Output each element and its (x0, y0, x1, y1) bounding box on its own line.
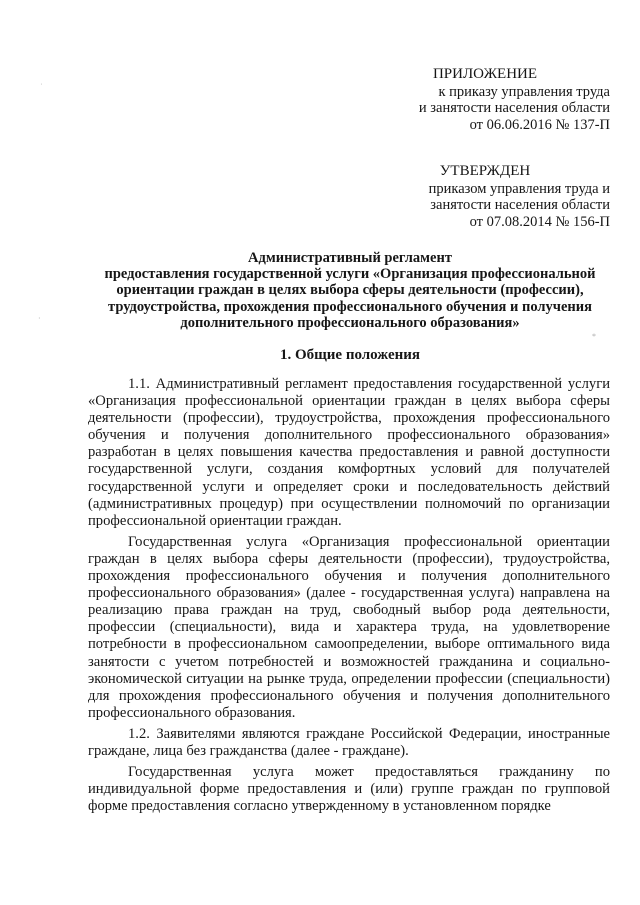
section-heading: 1. Общие положения (279, 347, 421, 363)
title-line: предоставления государственной услуги «Организация профессиональной (104, 266, 596, 283)
scan-speck: ˙ (40, 82, 43, 91)
body-paragraph: 1.2. Заявителями являются граждане Российской Федерации, иностранные граждане, лица без гражданства (далее - граждане). (88, 725, 610, 759)
title-line: ориентации граждан в целях выбора сферы деятельности (профессии), (116, 282, 584, 299)
approved-line: занятости населения области (430, 197, 610, 213)
body-paragraph: Государственная услуга «Организация профессиональной ориентации граждан в целях выбора сферы деятельности (профессии), трудоустройства, прохождения профессионального обучения и получения дополнительного профессионального образования» (далее - государственная услуга) направлена на реализацию права граждан на труд, свободный выбор рода деятельности, профессии (специальности), вида и характера труда, на удовлетворение потребности в профессиональном самоопределении, выборе оптимального вида занятости с учетом потребностей и возможностей гражданина и социально-экономической ситуации на рынке труда, определении профессии (специальности) для прохождения профессионального обучения и получения дополнительного профессионального образования. (88, 533, 610, 721)
title-line: Административный регламент (248, 250, 452, 266)
appendix-line: от 06.06.2016 № 137-П (469, 116, 610, 133)
approved-line: приказом управления труда и (428, 180, 610, 197)
scan-speck: · (38, 314, 41, 323)
approved-block (360, 163, 610, 230)
appendix-line: к приказу управления труда (438, 83, 610, 100)
appendix-block (360, 66, 610, 133)
appendix-line: и занятости населения области (418, 100, 610, 116)
body-paragraph: Государственная услуга может предоставляться гражданину по индивидуальной форме предоставления и (или) группе граждан по групповой форме предоставления согласно утвержденному в установленном порядке (88, 764, 610, 815)
title-line: дополнительного профессионального образования» (180, 314, 520, 331)
document-body (88, 376, 610, 815)
appendix-heading: ПРИЛОЖЕНИЕ (432, 66, 538, 82)
title-line: трудоустройства, прохождения профессионального обучения и получения (108, 298, 592, 315)
approved-heading: УТВЕРЖДЕН (439, 163, 531, 179)
approved-line: от 07.08.2014 № 156-П (469, 213, 610, 230)
body-paragraph: 1.1. Административный регламент предоставления государственной услуги «Организация профессиональной ориентации граждан в целях выбора сферы деятельности (профессии), трудоустройства, прохождения профессионального обучения и получения дополнительного профессионального образования» разработан в целях повышения качества предоставления и равной доступности государственной услуги, создания комфортных условий для получателей государственной услуги и определяет сроки и последовательность действий (административных процедур) при осуществлении полномочий по организации профессиональной ориентации граждан. (88, 376, 610, 529)
document-title (80, 250, 620, 331)
scan-speck: * (592, 332, 596, 341)
